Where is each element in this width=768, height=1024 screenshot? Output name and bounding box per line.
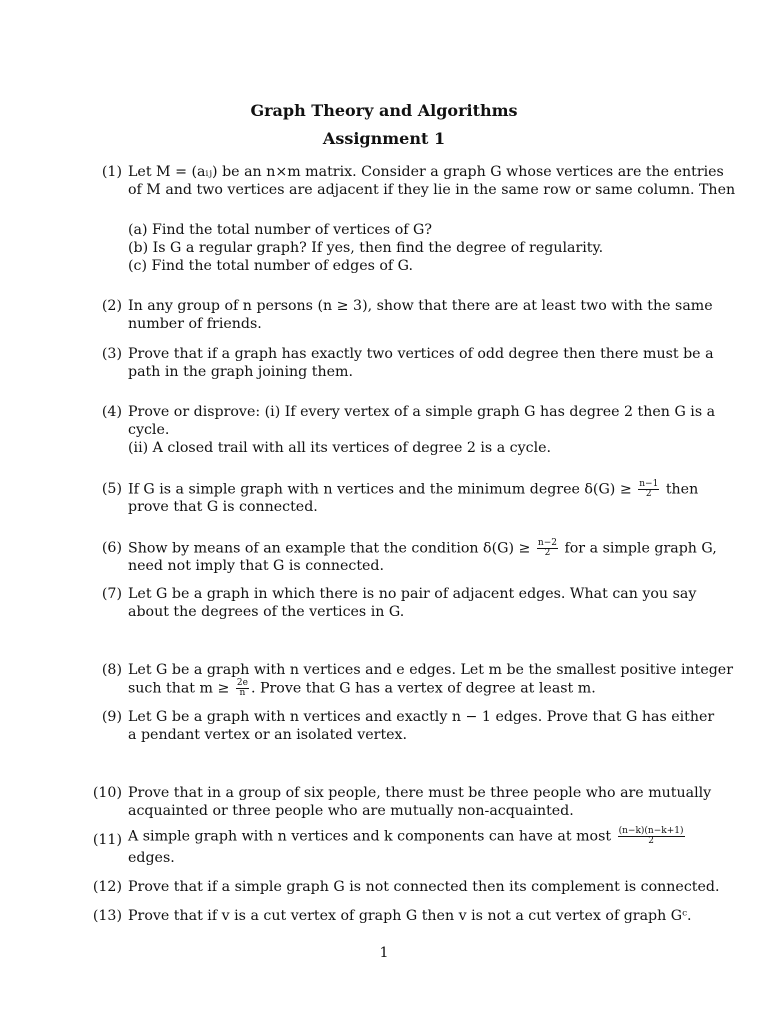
fraction-numerator: 2e (236, 678, 248, 688)
problem-text-line: Prove or disprove: (i) If every vertex of a simple graph G has degree 2 then G is a (128, 404, 716, 420)
page-number: 1 (379, 945, 389, 961)
fraction (618, 827, 685, 846)
text-segment: then (665, 481, 699, 498)
problem-text-line: number of friends. (128, 316, 262, 332)
problem-text-line: edges. (128, 850, 175, 866)
problem-text-line: Prove that if a simple graph G is not connected then its complement is connected. (128, 879, 720, 895)
subpart-c: (c) Find the total number of edges of G. (128, 258, 414, 274)
problem-text-line: Prove that if v is a cut vertex of graph G then v is not a cut vertex of graph Gᶜ. (128, 908, 692, 924)
problem-number: (11) (92, 832, 122, 848)
problem-number: (9) (101, 709, 122, 725)
problem-text-line (128, 539, 717, 558)
problem-number: (5) (101, 481, 122, 497)
problem-text-line: acquainted or three people who are mutually non-acquainted. (128, 803, 574, 819)
problem-number: (4) (101, 404, 122, 420)
problem-number: (1) (101, 164, 122, 180)
problem-number: (3) (101, 346, 122, 362)
fraction-numerator: n−1 (639, 479, 659, 489)
problem-text-line: Let G be a graph in which there is no pair of adjacent edges. What can you say (128, 586, 697, 602)
problem-text-line: need not imply that G is connected. (128, 558, 385, 574)
problem-text-line: Prove that if a graph has exactly two vertices of odd degree then there must be a (128, 346, 714, 362)
problem-text-line: about the degrees of the vertices in G. (128, 604, 405, 620)
problem-text-line: Let G be a graph with n vertices and e edges. Let m be the smallest positive integer (128, 662, 733, 678)
subpart-b: (b) Is G a regular graph? If yes, then find the degree of regularity. (128, 240, 604, 256)
problem-text-line: Let M = (aᵢⱼ) be an n×m matrix. Consider a graph G whose vertices are the entries (128, 164, 724, 180)
problem-text-line: In any group of n persons (n ≥ 3), show that there are at least two with the same (128, 298, 713, 314)
problem-text-line: of M and two vertices are adjacent if they lie in the same row or same column. Then (128, 182, 736, 198)
fraction (537, 539, 558, 558)
problem-number: (8) (101, 662, 122, 678)
text-segment: for a simple graph G, (564, 540, 717, 557)
fraction-denominator: 2 (544, 548, 551, 558)
problem-text-line (128, 480, 698, 499)
problem-number: (12) (92, 879, 122, 895)
assignment-title: Assignment 1 (322, 129, 446, 148)
fraction-numerator: n−2 (537, 538, 557, 548)
problem-text-line: Let G be a graph with n vertices and exactly n − 1 edges. Prove that G has either (128, 709, 715, 725)
problem-number: (2) (101, 298, 122, 314)
problem-number: (6) (101, 540, 122, 556)
problem-text-line: path in the graph joining them. (128, 364, 353, 380)
text-segment: Show by means of an example that the condition δ(G) ≥ (128, 540, 531, 557)
problem-text-line: a pendant vertex or an isolated vertex. (128, 727, 408, 743)
problem-text-line (128, 827, 687, 846)
text-segment: such that m ≥ (128, 680, 230, 697)
problem-text-line: cycle. (128, 422, 170, 438)
subpart-a: (a) Find the total number of vertices of G? (128, 222, 432, 238)
problem-text-line (128, 679, 596, 698)
problem-text-line: (ii) A closed trail with all its vertices of degree 2 is a cycle. (128, 440, 552, 456)
problem-number: (7) (101, 586, 122, 602)
fraction-numerator: (n−k)(n−k+1) (618, 826, 684, 836)
fraction (236, 679, 249, 698)
problem-number: (10) (92, 785, 122, 801)
text-segment: A simple graph with n vertices and k components can have at most (128, 828, 612, 845)
fraction-denominator: 2 (645, 489, 652, 499)
problem-text-line: Prove that in a group of six people, there must be three people who are mutually (128, 785, 712, 801)
text-segment: . Prove that G has a vertex of degree at least m. (250, 680, 596, 697)
problem-text-line: prove that G is connected. (128, 499, 318, 515)
text-segment: If G is a simple graph with n vertices and the minimum degree δ(G) ≥ (128, 481, 632, 498)
fraction-denominator: 2 (648, 836, 654, 846)
document-title: Graph Theory and Algorithms (250, 101, 518, 120)
problem-number: (13) (92, 908, 122, 924)
fraction (638, 480, 659, 499)
fraction-denominator: n (239, 688, 246, 698)
